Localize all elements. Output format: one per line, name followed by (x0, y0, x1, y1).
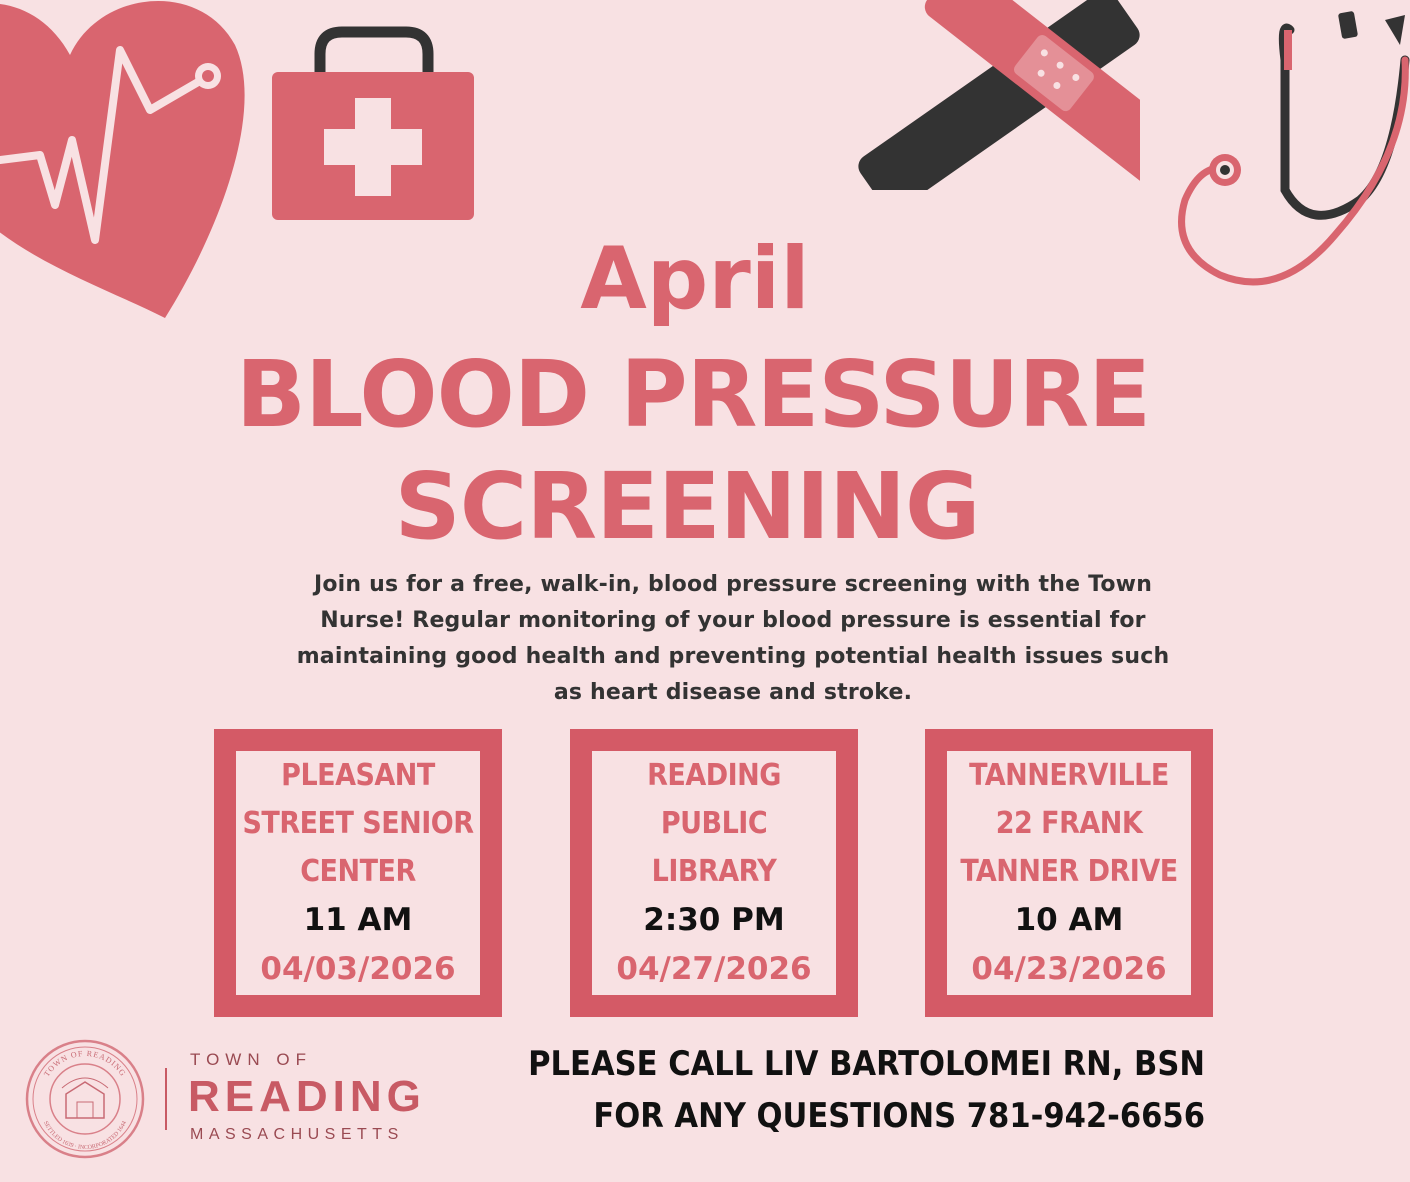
event-card (925, 729, 1213, 1017)
first-aid-kit-icon (268, 26, 478, 224)
svg-text:TOWN OF READING: TOWN OF READING (42, 1048, 128, 1079)
contact-info (528, 1038, 1205, 1142)
event-venue: PLEASANT STREET SENIOR CENTER (242, 758, 474, 889)
event-venue: READING PUBLIC LIBRARY (647, 758, 781, 889)
logo-divider (165, 1068, 167, 1130)
event-date: 04/03/2026 (260, 951, 456, 987)
intro-paragraph: Join us for a free, walk-in, blood pressure screening with the Town Nurse! Regular monitoring of your blood pressure is essential for maintaining good health and preventing potential health issues such as heart disease and stroke. (296, 572, 1170, 705)
event-venue: TANNERVILLE 22 FRANK TANNER DRIVE (960, 758, 1178, 889)
headline-month: April (580, 229, 810, 329)
town-seal-icon (24, 1038, 146, 1160)
logo-town-name: READING (188, 1072, 426, 1121)
headline-title-line-1: BLOOD PRESSURE (235, 341, 1151, 448)
event-card (570, 729, 858, 1017)
event-card-inner (592, 751, 836, 995)
event-card (214, 729, 502, 1017)
event-time: 11 AM (303, 902, 413, 938)
event-date: 04/23/2026 (971, 951, 1167, 987)
event-card-inner (236, 751, 480, 995)
contact-line-1: PLEASE CALL LIV BARTOLOMEI RN, BSN (528, 1044, 1205, 1084)
logo-state: MASSACHUSETTS (190, 1126, 404, 1143)
headline-title-line-2: SCREENING (394, 453, 980, 560)
svg-text:SETTLED 1639 · INCORPORATED 16: SETTLED 1639 · INCORPORATED 1644 (41, 1120, 129, 1152)
event-card-inner (947, 751, 1191, 995)
contact-line-2: FOR ANY QUESTIONS 781-942-6656 (593, 1096, 1205, 1136)
logo-town-prefix: TOWN OF (190, 1050, 312, 1069)
event-time: 10 AM (1014, 902, 1124, 938)
event-time: 2:30 PM (643, 902, 785, 938)
event-date: 04/27/2026 (616, 951, 812, 987)
crossed-bandages-icon (850, 0, 1140, 190)
